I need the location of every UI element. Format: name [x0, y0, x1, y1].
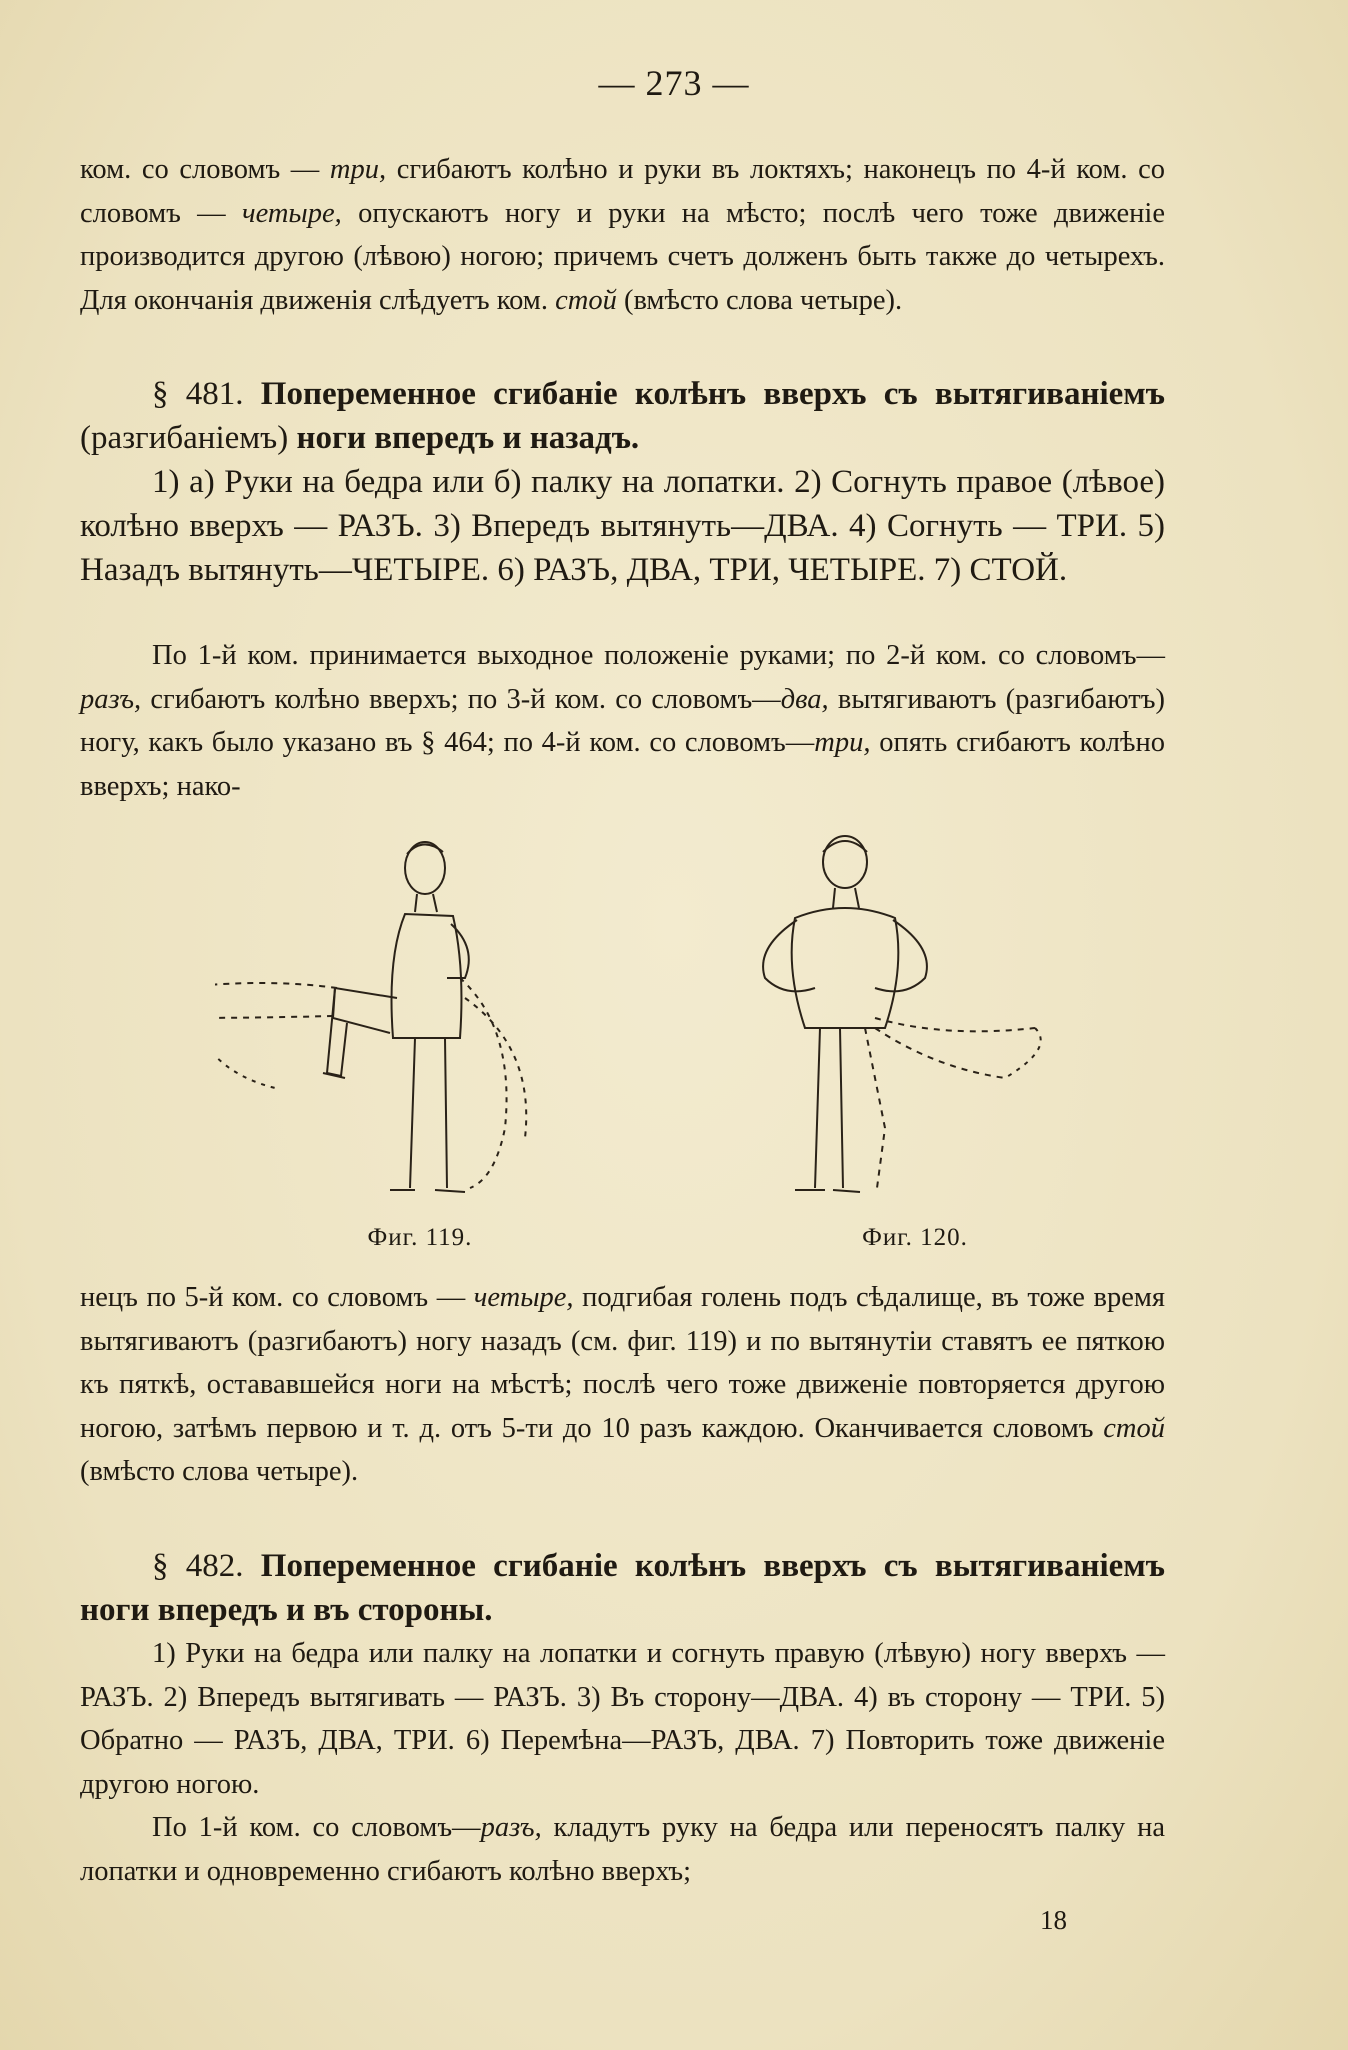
italic-word: четыре,	[473, 1282, 574, 1313]
commands-text: 1) Руки на бедра или палку на лопатки и согнуть правую (лѣвую) ногу вверхъ — РАЗЪ. 2) Впередъ вытягивать — РАЗЪ. 3) Въ сторону—ДВА. 4) въ сторону — ТРИ. 5) Обратно — РАЗЪ, ДВА, ТРИ. 6) Перемѣна—РАЗЪ, ДВА. 7) Повторить тоже движенiе другою ногою.	[80, 1638, 1165, 1800]
italic-word: три,	[814, 727, 871, 758]
text-run: опускаютъ ногу и руки на мѣсто; послѣ чего тоже движенiе производится другою (лѣвою) ногою; причемъ счетъ долженъ быть также до четырехъ. Для окончанiя движенiя слѣдуетъ ком.	[80, 197, 1165, 316]
commands-text: 1) а) Руки на бедра или б) палку на лопатки. 2) Согнуть правое (лѣвое) колѣно вверхъ — РАЗЪ. 3) Впередъ вытянуть—ДВА. 4) Согнуть — ТРИ. 5) Назадъ вытянуть—ЧЕТЫРЕ. 6)	[80, 464, 1165, 588]
figure-119-illustration	[215, 828, 575, 1278]
section-482-commands	[80, 1632, 1165, 1806]
section-title: Попеременное сгибанiе колѣнъ вверхъ съ вытягиванiемъ	[243, 376, 1165, 412]
text-run: сгибаютъ колѣно вверхъ; по 3-й ком. со словомъ—	[141, 683, 781, 715]
section-number: § 481.	[152, 376, 244, 412]
section-482-heading	[80, 1544, 1165, 1632]
text-run: (вмѣсто слова четыре).	[616, 284, 903, 316]
italic-word: разъ,	[480, 1812, 542, 1843]
section-title: Попеременное сгибанiе колѣнъ вверхъ съ вытягиванiемъ ноги впередъ и въ стороны.	[80, 1548, 1165, 1628]
top-paragraph	[80, 148, 1165, 322]
text-run: подгибая голень подъ сѣдалище, въ тоже время вытягиваютъ (разгибаютъ) ногу назадъ (см. фиг. 119) и по вытянутiи ставятъ ее пяткою къ пяткѣ, остававшейся ноги на мѣстѣ; послѣ чего тоже движенiе повторяется другою ногою, затѣмъ первою и т. д. отъ 5-ти до 10 разъ каждою. Оканчивается словомъ	[80, 1282, 1165, 1444]
text-run: нецъ по 5-й ком. со словомъ —	[80, 1282, 474, 1313]
italic-word: два,	[780, 683, 829, 715]
page-number: — 273 —	[598, 63, 750, 103]
section-number: § 482.	[152, 1548, 244, 1584]
text-run: кладутъ руку на бедра или переносятъ палку на лопатки и одновременно сгибаютъ колѣно вверхъ;	[80, 1812, 1165, 1887]
section-481-heading	[80, 372, 1165, 460]
section-482-description	[80, 1806, 1165, 1893]
italic-word: стой	[555, 284, 617, 316]
italic-word: три,	[329, 154, 387, 185]
text-run: ком. со словомъ —	[80, 154, 330, 185]
text-run: По 1-й ком. со словомъ—	[152, 1812, 481, 1843]
figure-120-illustration	[735, 828, 1095, 1278]
text-run: опять сгибаютъ колѣно вверхъ; нако-	[80, 727, 1165, 802]
text-run: сгибаютъ колѣно и руки въ локтяхъ; наконецъ по 4-й ком. со словомъ —	[80, 154, 1165, 229]
commands-text: РАЗЪ, ДВА, ТРИ, ЧЕТЫРЕ. 7) СТОЙ.	[533, 552, 1068, 588]
section-481-commands	[80, 460, 1165, 592]
section-481-continuation	[80, 1276, 1165, 1494]
text-run: По 1-й ком. принимается выходное положенiе руками; по 2-й ком. со словомъ—	[152, 640, 1165, 671]
italic-word: стой	[1103, 1412, 1165, 1444]
figure-120-caption: Фиг. 120.	[862, 1224, 968, 1251]
section-title: ноги впередъ и назадъ.	[288, 420, 640, 456]
italic-word: четыре,	[241, 197, 342, 229]
section-481-description	[80, 634, 1165, 808]
italic-word: разъ,	[80, 683, 142, 715]
figure-119-caption: Фиг. 119.	[367, 1224, 473, 1251]
signature-mark: 18	[1040, 1905, 1067, 1935]
section-title-paren: (разгибанiемъ)	[80, 420, 289, 456]
text-run: вытягиваютъ (разгибаютъ) ногу, какъ было указано въ § 464; по 4-й ком. со словомъ—	[80, 683, 1165, 758]
text-run: (вмѣсто слова четыре).	[80, 1456, 359, 1487]
